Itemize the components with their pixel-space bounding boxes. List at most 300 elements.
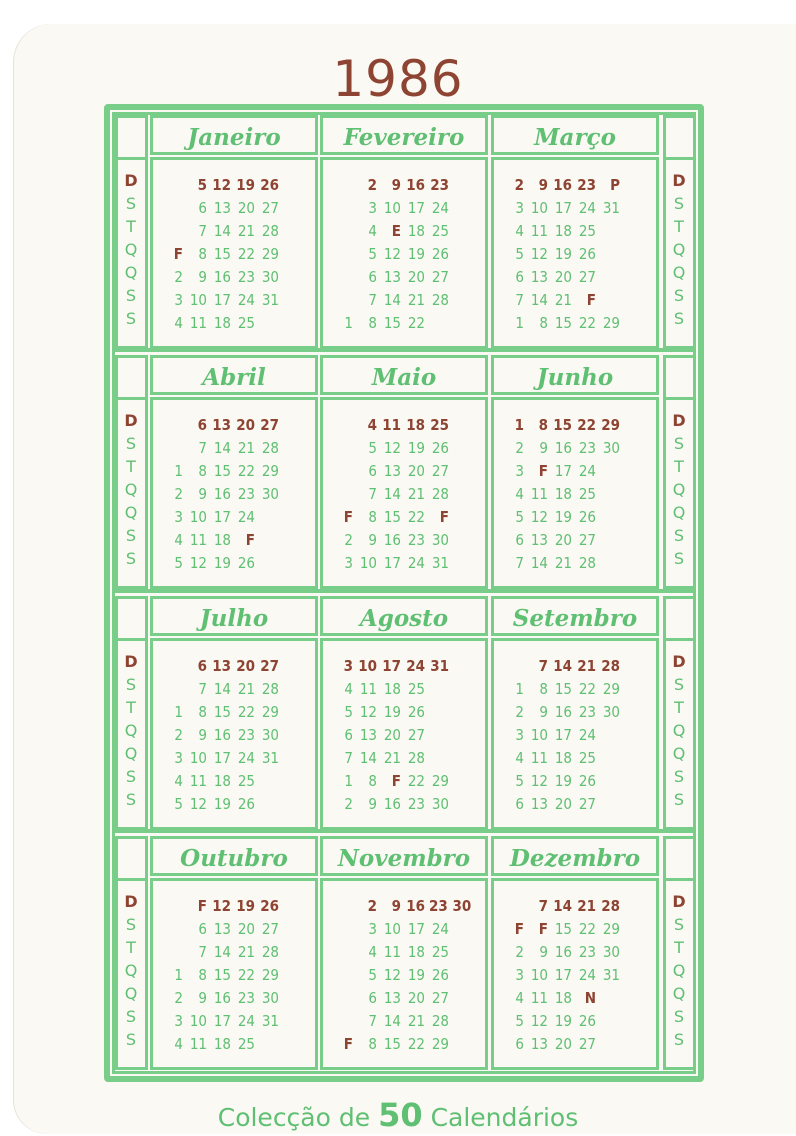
day-cell: 13 [383,268,401,286]
day-cell: 3 [515,199,524,217]
day-cell: 8 [539,314,548,332]
week-row [161,793,279,816]
day-cell: 20 [236,416,255,434]
day-cell: 2 [515,703,524,721]
weekday-letter: S [673,286,685,305]
weekday-letter: S [125,915,137,934]
day-cell: 28 [431,485,449,503]
day-cell: 8 [368,772,377,790]
weekday-letters [117,650,145,811]
week-row [331,747,449,770]
day-cell: 24 [431,199,449,217]
weekday-letter: D [672,892,686,911]
weekday-letter: S [125,675,137,694]
day-cell: 6 [344,726,353,744]
day-cell: 6 [198,199,207,217]
day-cell: 23 [407,795,425,813]
footer-post: Calendários [430,1103,579,1132]
day-cell: 27 [578,531,596,549]
day-cell: 6 [515,531,524,549]
day-cell: 2 [515,439,524,457]
week-row [331,483,449,506]
weekday-letter: S [125,526,137,545]
day-cell: 9 [198,268,207,286]
day-cell: 2 [515,943,524,961]
week-row [161,289,279,312]
week-row [161,243,279,266]
day-grid [502,895,620,1056]
day-cell: 19 [407,245,425,263]
day-cell: 7 [515,291,524,309]
weekday-letter: S [125,194,137,213]
month-days-julho [150,638,318,830]
week-row [331,220,449,243]
day-cell: 17 [554,726,572,744]
day-cell: 27 [407,726,425,744]
day-cell: 23 [577,176,596,194]
day-cell: 15 [383,508,401,526]
day-cell: P [610,176,620,194]
weekday-letters [665,650,693,811]
weekday-letter: D [124,171,138,190]
day-cell: 20 [407,462,425,480]
day-cell: 20 [554,1035,572,1053]
day-cell: 10 [383,199,401,217]
day-cell: 6 [515,268,524,286]
week-row [331,174,449,197]
day-cell: 16 [383,795,401,813]
day-cell: 16 [554,943,572,961]
day-cell: N [584,989,596,1007]
day-cell: 18 [407,943,425,961]
day-cell: 7 [538,897,548,915]
side-header-box [663,355,696,397]
day-cell: 23 [237,726,255,744]
week-row [502,770,620,793]
day-cell: 26 [260,897,279,915]
day-cell: 7 [515,554,524,572]
day-cell: 8 [198,966,207,984]
day-cell: 25 [237,1035,255,1053]
day-grid [331,655,449,816]
week-row [502,174,620,197]
day-cell: 17 [554,966,572,984]
day-cell: 13 [212,657,231,675]
day-cell: 9 [539,439,548,457]
week-row [161,678,279,701]
day-cell: 15 [554,920,572,938]
day-cell: 25 [407,680,425,698]
day-cell: 30 [261,268,279,286]
day-cell: 23 [237,989,255,1007]
day-grid [331,174,449,335]
day-cell: 2 [344,795,353,813]
day-cell: 21 [577,897,596,915]
weekday-letters [665,169,693,330]
week-row [502,941,620,964]
day-cell: 24 [578,199,596,217]
day-cell: 4 [515,222,524,240]
day-cell: 21 [383,749,401,767]
week-row [161,987,279,1010]
weekday-letter: S [125,549,137,568]
day-cell: 5 [174,795,183,813]
week-row [161,701,279,724]
month-name-dezembro: Dezembro [491,836,659,876]
month-days-agosto [320,638,488,830]
day-cell: 8 [198,703,207,721]
day-cell: 4 [368,943,377,961]
day-cell: 13 [530,531,548,549]
weekday-letter: T [126,217,136,236]
day-cell: 10 [358,657,377,675]
weekday-letter: Q [124,961,138,980]
day-cell: 16 [554,703,572,721]
weekday-letter: Q [124,503,138,522]
week-row [161,437,279,460]
day-cell: 18 [554,485,572,503]
side-header-box [663,836,696,878]
day-cell: 13 [530,795,548,813]
weekday-letter: S [125,1007,137,1026]
day-cell: 5 [515,508,524,526]
day-cell: 26 [260,176,279,194]
day-cell: 31 [602,966,620,984]
day-cell: 7 [198,680,207,698]
day-cell: 28 [261,222,279,240]
day-cell: 5 [515,245,524,263]
day-cell: 9 [198,989,207,1007]
day-cell: 21 [237,439,255,457]
week-row [502,655,620,678]
day-cell: 11 [189,531,207,549]
day-cell: 5 [197,176,207,194]
week-row [331,460,449,483]
day-cell: 8 [198,245,207,263]
day-cell: 14 [359,749,377,767]
weekday-letter: S [673,767,685,786]
day-cell: 23 30 [429,897,472,915]
week-row [502,437,620,460]
day-cell: 30 [602,703,620,721]
day-cell: 21 [577,657,596,675]
week-row [502,1033,620,1056]
day-cell: 14 [383,291,401,309]
day-cell: 7 [368,485,377,503]
week-row [331,1033,479,1056]
week-row [331,289,449,312]
day-cell: 20 [407,989,425,1007]
weekday-letters [117,890,145,1051]
day-cell: 14 [213,943,231,961]
day-cell: 19 [213,554,231,572]
week-row [161,770,279,793]
weekday-letter: Q [124,240,138,259]
day-cell: 22 [577,416,596,434]
day-cell: 23 [578,439,596,457]
month-days-maio [320,397,488,589]
day-cell: F [343,508,353,526]
day-cell: 26 [578,245,596,263]
week-row [502,678,620,701]
day-cell: 18 [406,416,425,434]
day-cell: 12 [383,439,401,457]
day-cell: 10 [383,920,401,938]
day-cell: 15 [213,245,231,263]
weekday-letter: D [672,411,686,430]
month-name-julho: Julho [150,596,318,636]
day-cell: 10 [189,508,207,526]
day-cell: 13 [213,199,231,217]
day-cell: 12 [189,554,207,572]
day-cell: 25 [578,485,596,503]
weekday-letter: T [126,938,136,957]
day-cell: 17 [213,291,231,309]
day-grid [502,655,620,816]
month-name-abril: Abril [150,355,318,395]
day-cell: 28 [601,657,620,675]
day-cell: 12 [383,245,401,263]
day-cell: 4 [515,485,524,503]
day-cell: 2 [174,485,183,503]
day-cell: 15 [383,1035,401,1053]
weekday-letter: S [673,549,685,568]
day-cell: 9 [198,726,207,744]
week-row [161,197,279,220]
week-row [161,724,279,747]
day-cell: 20 [237,920,255,938]
day-cell: 12 [530,508,548,526]
week-row [161,414,279,437]
day-cell: 6 [515,1035,524,1053]
day-cell: 29 [261,703,279,721]
day-cell: 14 [383,485,401,503]
day-cell: 27 [578,795,596,813]
weekday-letter: S [125,286,137,305]
day-cell: 7 [538,657,548,675]
weekday-letter: D [124,892,138,911]
day-cell: 19 [236,897,255,915]
day-cell: 4 [368,222,377,240]
week-row [502,1010,620,1033]
day-cell: F [391,772,401,790]
day-cell: 1 [514,416,524,434]
weekday-letter: T [674,457,684,476]
day-cell: 12 [383,966,401,984]
day-cell: 1 [344,314,353,332]
day-cell: 5 [368,966,377,984]
day-cell: 21 [237,680,255,698]
day-cell: 8 [368,1035,377,1053]
day-cell: 28 [601,897,620,915]
day-cell: 29 [261,966,279,984]
week-row [331,243,449,266]
day-cell: 8 [539,680,548,698]
day-cell: 7 [198,943,207,961]
day-cell: 28 [431,291,449,309]
day-cell: 7 [368,1012,377,1030]
day-cell: 15 [213,966,231,984]
day-cell: 4 [515,989,524,1007]
week-row [502,747,620,770]
day-cell: 15 [554,314,572,332]
day-cell: 8 [198,462,207,480]
day-cell: 11 [359,680,377,698]
weekday-letter: T [674,698,684,717]
day-cell: F [173,245,183,263]
day-cell: 20 [554,795,572,813]
day-cell: 17 [213,1012,231,1030]
day-cell: 18 [383,680,401,698]
day-cell: 19 [554,245,572,263]
day-cell: 7 [344,749,353,767]
day-cell: 30 [431,531,449,549]
day-cell: 14 [530,291,548,309]
day-cell: 8 [368,508,377,526]
day-cell: 2 [344,531,353,549]
day-cell: 20 [407,268,425,286]
day-cell: 14 [213,222,231,240]
week-row [161,220,279,243]
week-row [161,506,279,529]
day-cell: 8 [538,416,548,434]
week-row [161,266,279,289]
day-cell: 18 [213,314,231,332]
day-cell: 1 [515,314,524,332]
weekday-letter: Q [124,263,138,282]
day-grid [502,414,620,575]
day-cell: 26 [431,966,449,984]
day-cell: 31 [261,291,279,309]
weekday-letter: T [126,698,136,717]
week-row [502,220,620,243]
week-row [502,964,620,987]
day-cell: 18 [213,772,231,790]
week-row [331,552,449,575]
week-row [502,918,620,941]
day-cell: 25 [578,749,596,767]
week-row [502,724,620,747]
day-cell: 19 [407,439,425,457]
day-cell: 13 [213,920,231,938]
weekday-letters [117,409,145,570]
month-name-agosto: Agosto [320,596,488,636]
day-cell: 26 [578,1012,596,1030]
day-grid [161,174,279,335]
day-cell: 20 [236,657,255,675]
day-cell: 9 [539,943,548,961]
day-cell: 3 [174,749,183,767]
week-row [161,529,279,552]
day-grid [161,655,279,816]
day-cell: F [586,291,596,309]
weekday-letter: Q [124,984,138,1003]
month-name-setembro: Setembro [491,596,659,636]
weekday-letter: D [672,171,686,190]
day-cell: 29 [602,680,620,698]
week-row [502,414,620,437]
day-cell: 5 [368,439,377,457]
month-days-novembro [320,878,488,1070]
weekday-letter: S [673,915,685,934]
side-header-box [663,596,696,638]
day-cell: 23 [578,943,596,961]
day-cell: 6 [197,657,207,675]
day-cell: 7 [198,222,207,240]
day-cell: 1 [344,772,353,790]
day-cell: 12 [530,1012,548,1030]
day-cell: 21 [407,485,425,503]
day-cell: 3 [174,508,183,526]
day-cell: 19 [407,966,425,984]
day-cell: 22 [578,920,596,938]
week-row [502,197,620,220]
day-cell: 16 [213,989,231,1007]
day-cell: 23 [237,268,255,286]
week-row [331,678,449,701]
day-cell: 24 [578,726,596,744]
day-cell: 3 [368,920,377,938]
day-grid [331,414,449,575]
day-cell: 15 [213,703,231,721]
day-cell: 29 [261,462,279,480]
day-cell: 13 [383,989,401,1007]
month-name-junho: Junho [491,355,659,395]
day-cell: 14 [553,657,572,675]
day-cell: 17 [383,554,401,572]
day-cell: 24 [407,554,425,572]
day-cell: 5 [174,554,183,572]
week-row [331,987,479,1010]
weekday-letter: Q [672,721,686,740]
week-row [502,529,620,552]
week-row [161,964,279,987]
day-cell: 10 [530,199,548,217]
day-cell: 14 [383,1012,401,1030]
day-cell: 26 [578,772,596,790]
weekday-letter: Q [124,480,138,499]
week-row [331,414,449,437]
day-cell: 6 [515,795,524,813]
day-cell: 24 [578,462,596,480]
week-row [331,529,449,552]
day-cell: 11 [530,485,548,503]
day-cell: 18 [407,222,425,240]
month-days-dezembro [491,878,659,1070]
day-cell: 31 [431,554,449,572]
day-cell: 5 [344,703,353,721]
day-cell: 6 [197,416,207,434]
month-name-janeiro: Janeiro [150,115,318,155]
day-cell: 22 [407,1035,425,1053]
day-cell: 26 [237,795,255,813]
day-grid [161,895,279,1056]
side-header-box [115,596,148,638]
day-cell: 3 [174,291,183,309]
weekday-letter: S [673,194,685,213]
week-row [502,552,620,575]
day-cell: 12 [530,772,548,790]
footer-caption [0,1096,796,1134]
day-cell: 26 [237,554,255,572]
month-name-maio: Maio [320,355,488,395]
month-days-setembro [491,638,659,830]
day-cell: 13 [530,268,548,286]
day-cell: 10 [530,726,548,744]
day-cell: 14 [530,554,548,572]
day-cell: 22 [237,245,255,263]
day-cell: 27 [431,462,449,480]
